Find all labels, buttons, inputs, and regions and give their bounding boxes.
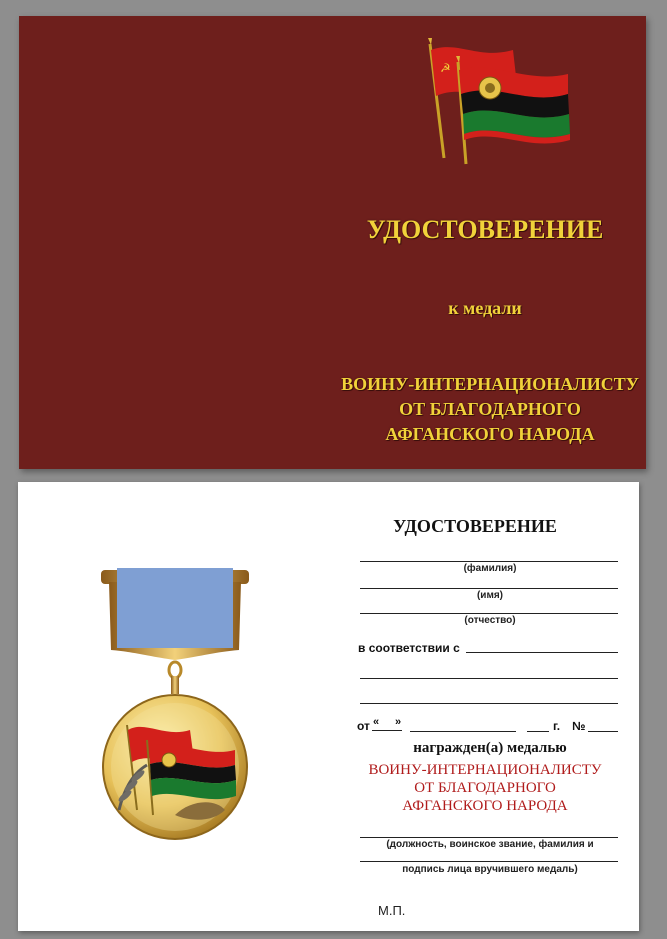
decree-line-1 bbox=[360, 678, 618, 679]
flags-emblem-icon bbox=[418, 36, 578, 166]
signer-line-2 bbox=[360, 861, 618, 862]
surname-line bbox=[360, 561, 618, 562]
patronymic-caption: (отчество) bbox=[464, 615, 516, 626]
surname-caption: (фамилия) bbox=[463, 563, 517, 574]
name-caption: (имя) bbox=[476, 590, 504, 601]
year-line bbox=[527, 731, 549, 732]
svg-text:☭: ☭ bbox=[440, 61, 451, 75]
stamp-place-label: М.П. bbox=[378, 903, 406, 918]
date-prefix: от bbox=[357, 719, 370, 733]
quote-close: » bbox=[395, 716, 402, 728]
in-accordance-line bbox=[466, 652, 618, 653]
quote-open: « bbox=[373, 716, 380, 728]
name-line bbox=[360, 588, 618, 589]
signer-caption-1: (должность, воинское звание, фамилия и bbox=[386, 839, 594, 850]
number-line bbox=[588, 731, 618, 732]
cover-medal-line-2: ОТ БЛАГОДАРНОГО bbox=[399, 399, 581, 419]
cover-medal-name bbox=[330, 372, 650, 447]
cover-title: УДОСТОВЕРЕНИЕ bbox=[366, 215, 604, 244]
awarded-text: награжден(а) медалью bbox=[413, 740, 567, 756]
patronymic-line bbox=[360, 613, 618, 614]
in-accordance-label: в соответствии с bbox=[358, 641, 460, 655]
medal-icon bbox=[95, 560, 255, 840]
certificate-title: УДОСТОВЕРЕНИЕ bbox=[393, 516, 557, 536]
medal-line-2: ОТ БЛАГОДАРНОГО bbox=[414, 780, 556, 796]
cover-subtitle: к медали bbox=[448, 298, 522, 318]
month-line bbox=[410, 731, 516, 732]
certificate-medal-name bbox=[350, 761, 620, 815]
cover-medal-line-1: ВОИНУ-ИНТЕРНАЦИОНАЛИСТУ bbox=[341, 374, 639, 394]
day-line bbox=[372, 730, 402, 731]
number-sign: № bbox=[572, 719, 586, 733]
medal-line-3: АФГАНСКОГО НАРОДА bbox=[402, 798, 568, 814]
cover-medal-line-3: АФГАНСКОГО НАРОДА bbox=[385, 424, 595, 444]
medal-line-1: ВОИНУ-ИНТЕРНАЦИОНАЛИСТУ bbox=[368, 762, 602, 778]
year-suffix: г. bbox=[553, 719, 561, 733]
signer-caption-2: подпись лица вручившего медаль) bbox=[402, 864, 578, 875]
signer-line-1 bbox=[360, 837, 618, 838]
decree-line-2 bbox=[360, 703, 618, 704]
